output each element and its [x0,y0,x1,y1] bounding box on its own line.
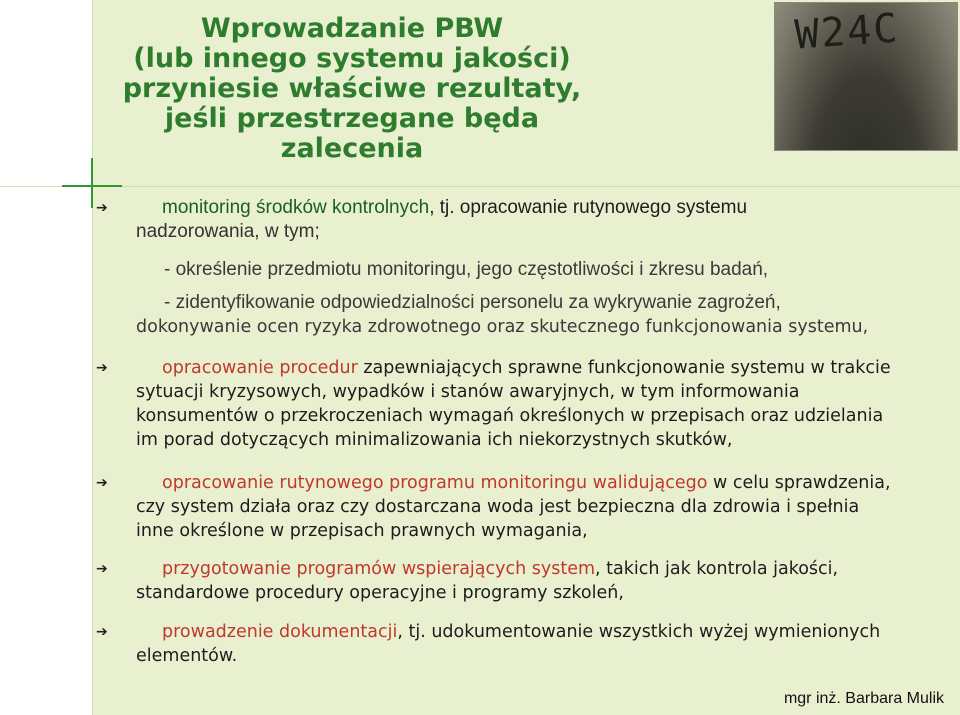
bullet-text: nadzorowania, w tym; [136,221,320,242]
bullet-text: w celu sprawdzenia, [707,473,891,493]
arrow-bullet-icon: ➔ [96,475,108,491]
arrow-bullet-icon: ➔ [96,200,108,216]
bullet-highlight: opracowanie procedur [162,358,358,378]
crosshair-vertical [91,158,93,208]
bullet-text: elementów. [136,646,238,666]
author-credit: mgr inż. Barbara Mulik [783,690,944,707]
sub-item-responsibility-cont: dokonywanie ocen ryzyka zdrowotnego oraz skutecznego funkcjonowania systemu, [136,317,869,337]
arrow-bullet-icon: ➔ [96,360,108,376]
arrow-bullet-icon: ➔ [96,624,108,640]
bullet-text: sytuacji kryzysowych, wypadków i stanów awaryjnych, w tym informowania [136,382,800,402]
bullet-highlight: monitoring środków kontrolnych [162,197,430,218]
bullet-highlight: opracowanie rutynowego programu monitoringu walidującego [162,473,708,493]
bullet-item-validation [136,471,946,543]
bullet-text: czy system działa oraz czy dostarczana woda jest bezpieczna dla zdrowia i spełnia [136,497,860,517]
sub-item-scope: - określenie przedmiotu monitoringu, jego częstotliwości i zkresu badań, [164,259,769,280]
title-line: jeśli przestrzegane będa [164,103,540,134]
vertical-guide-line [92,0,93,715]
bullet-item-monitoring [136,196,946,244]
sub-item-responsibility: - zidentyfikowanie odpowiedzialności personelu za wykrywanie zagrożeń, [164,292,781,313]
horizontal-guide-line [0,186,960,187]
bullet-text: konsumentów o przekroczeniach wymagań określonych w przepisach oraz udzielania [136,406,884,426]
bullet-highlight: prowadzenie dokumentacji [162,622,398,642]
bullet-text: standardowe procedury operacyjne i programy szkoleń, [136,583,624,603]
arrow-bullet-icon: ➔ [96,561,108,577]
photo-stamp-text: W24C [793,5,901,59]
title-line: (lub innego systemu jakości) [133,43,571,74]
slide-title [102,14,602,164]
bullet-text: zapewniających sprawne funkcjonowanie systemu w trakcie [357,358,891,378]
title-line: przyniesie właściwe rezultaty, [122,73,582,104]
pipe-photo [774,2,958,151]
title-line: Wprowadzanie PBW [200,13,504,44]
title-line: zalecenia [280,133,424,164]
left-margin [0,0,92,715]
bullet-text: , tj. opracowanie rutynowego systemu [429,197,748,218]
bullet-text: im porad dotyczących minimalizowania ich niekorzystnych skutków, [136,430,733,450]
bullet-text: , takich jak kontrola jakości, [595,559,839,579]
bullet-item-documentation [136,620,946,668]
bullet-item-support-programs [136,557,946,605]
bullet-highlight: przygotowanie programów wspierających system [162,559,596,579]
bullet-item-procedures [136,356,946,452]
bullet-text: inne określone w przepisach prawnych wymagania, [136,521,588,541]
bullet-text: , tj. udokumentowanie wszystkich wyżej wymienionych [397,622,881,642]
